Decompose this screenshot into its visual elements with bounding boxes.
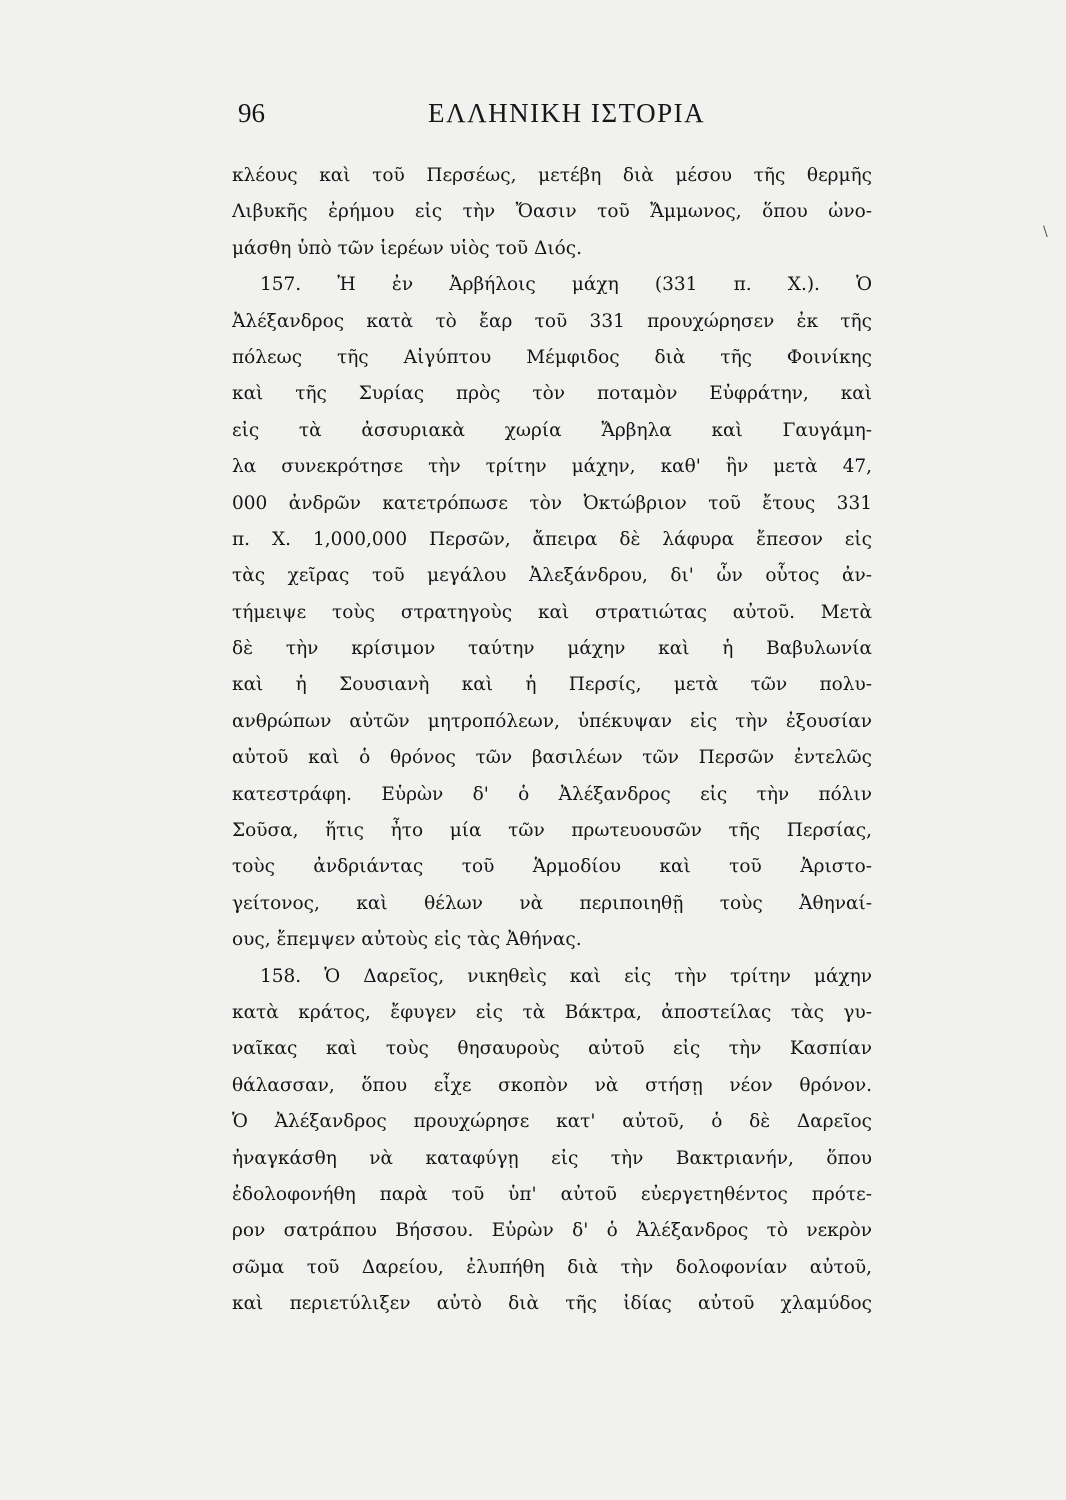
text-line: λα συνεκρότησε τὴν τρίτην μάχην, καθ' ἣν μετὰ 47, [232, 456, 872, 478]
text-line: εἰς τὰ ἀσσυριακὰ χωρία Ἄρβηλα καὶ Γαυγάμη- [232, 419, 872, 441]
text-line: κλέους καὶ τοῦ Περσέως, μετέβη διὰ μέσου τῆς θερμῆς [232, 165, 872, 186]
text-line: κατεστράφη. Εὑρὼν δ' ὁ Ἀλέξανδρος εἰς τὴν πόλιν [232, 783, 872, 805]
page-number: 96 [238, 98, 265, 128]
text-line: μάσθη ὑπὸ τῶν ἱερέων υἱὸς τοῦ Διός. [232, 237, 583, 259]
text-line: Σοῦσα, ἥτις ἦτο μία τῶν πρωτευουσῶν τῆς Περσίας, [232, 820, 872, 842]
text-line: τοὺς ἀνδριάντας τοῦ Ἁρμοδίου καὶ τοῦ Ἀριστο- [232, 856, 872, 878]
text-line: θάλασσαν, ὅπου εἶχε σκοπὸν νὰ στήσῃ νέον θρόνον. [232, 1074, 872, 1096]
text-line: πόλεως τῆς Αἰγύπτου Μέμφιδος διὰ τῆς Φοινίκης [232, 346, 872, 368]
text-line: τήμειψε τοὺς στρατηγοὺς καὶ στρατιώτας αὐτοῦ. Μετὰ [232, 601, 872, 623]
text-line: ους, ἔπεμψεν αὐτοὺς εἰς τὰς Ἀθήνας. [232, 929, 582, 951]
text-line: Ἀλέξανδρος κατὰ τὸ ἔαρ τοῦ 331 προυχώρησεν ἐκ τῆς [232, 310, 872, 332]
text-line: ἐδολοφονήθη παρὰ τοῦ ὑπ' αὐτοῦ εὐεργετηθέντος πρότε- [232, 1183, 872, 1205]
text-line: αὐτοῦ καὶ ὁ θρόνος τῶν βασιλέων τῶν Περσῶν ἐντελῶς [232, 747, 872, 769]
body-text [232, 158, 872, 1323]
text-line: καὶ περιετύλιξεν αὐτὸ διὰ τῆς ἰδίας αὐτοῦ χλαμύδος [232, 1293, 872, 1315]
section-heading-157: 157. Ἡ ἐν Ἀρβήλοις μάχη (331 π. Χ.). Ὁ [260, 274, 872, 296]
text-line: Ὁ Ἀλέξανδρος προυχώρησε κατ' αὐτοῦ, ὁ δὲ Δαρεῖος [232, 1111, 872, 1133]
text-line: 000 ἀνδρῶν κατετρόπωσε τὸν Ὀκτώβριον τοῦ ἔτους 331 [232, 492, 872, 514]
text-line: ρον σατράπου Βήσσου. Εὑρὼν δ' ὁ Ἀλέξανδρος τὸ νεκρὸν [232, 1220, 872, 1242]
text-line: κατὰ κράτος, ἔφυγεν εἰς τὰ Βάκτρα, ἀποστείλας τὰς γυ- [232, 1001, 872, 1023]
text-line: δὲ τὴν κρίσιμον ταύτην μάχην καὶ ἡ Βαβυλωνία [232, 638, 872, 660]
text-line: καὶ τῆς Συρίας πρὸς τὸν ποταμὸν Εὐφράτην, καὶ [232, 383, 872, 405]
text-line: ναῖκας καὶ τοὺς θησαυροὺς αὐτοῦ εἰς τὴν Κασπίαν [232, 1038, 872, 1060]
text-line: π. Χ. 1,000,000 Περσῶν, ἄπειρα δὲ λάφυρα ἔπεσον εἰς [232, 528, 872, 550]
page-header [232, 98, 872, 138]
text-line: Λιβυκῆς ἐρήμου εἰς τὴν Ὄασιν τοῦ Ἄμμωνος, ὅπου ὠνο- [232, 201, 872, 223]
text-line: σῶμα τοῦ Δαρείου, ἐλυπήθη διὰ τὴν δολοφονίαν αὐτοῦ, [232, 1256, 872, 1278]
text-line: καὶ ἡ Σουσιανὴ καὶ ἡ Περσίς, μετὰ τῶν πολυ- [232, 674, 872, 696]
text-line: γείτονος, καὶ θέλων νὰ περιποιηθῇ τοὺς Ἀθηναί- [232, 892, 872, 914]
section-heading-158: 158. Ὁ Δαρεῖος, νικηθεὶς καὶ εἰς τὴν τρίτην μάχην [260, 965, 872, 987]
text-line: ανθρώπων αὐτῶν μητροπόλεων, ὑπέκυψαν εἰς τὴν ἐξουσίαν [232, 710, 872, 732]
text-line: ἠναγκάσθη νὰ καταφύγῃ εἰς τὴν Βακτριανήν, ὅπου [232, 1147, 872, 1169]
running-title: ΕΛΛΗΝΙΚΗ ΙΣΤΟΡΙΑ [428, 98, 706, 128]
margin-mark: \ [1043, 224, 1048, 240]
text-line: τὰς χεῖρας τοῦ μεγάλου Ἀλεξάνδρου, δι' ὧν οὗτος ἀν- [232, 565, 872, 587]
